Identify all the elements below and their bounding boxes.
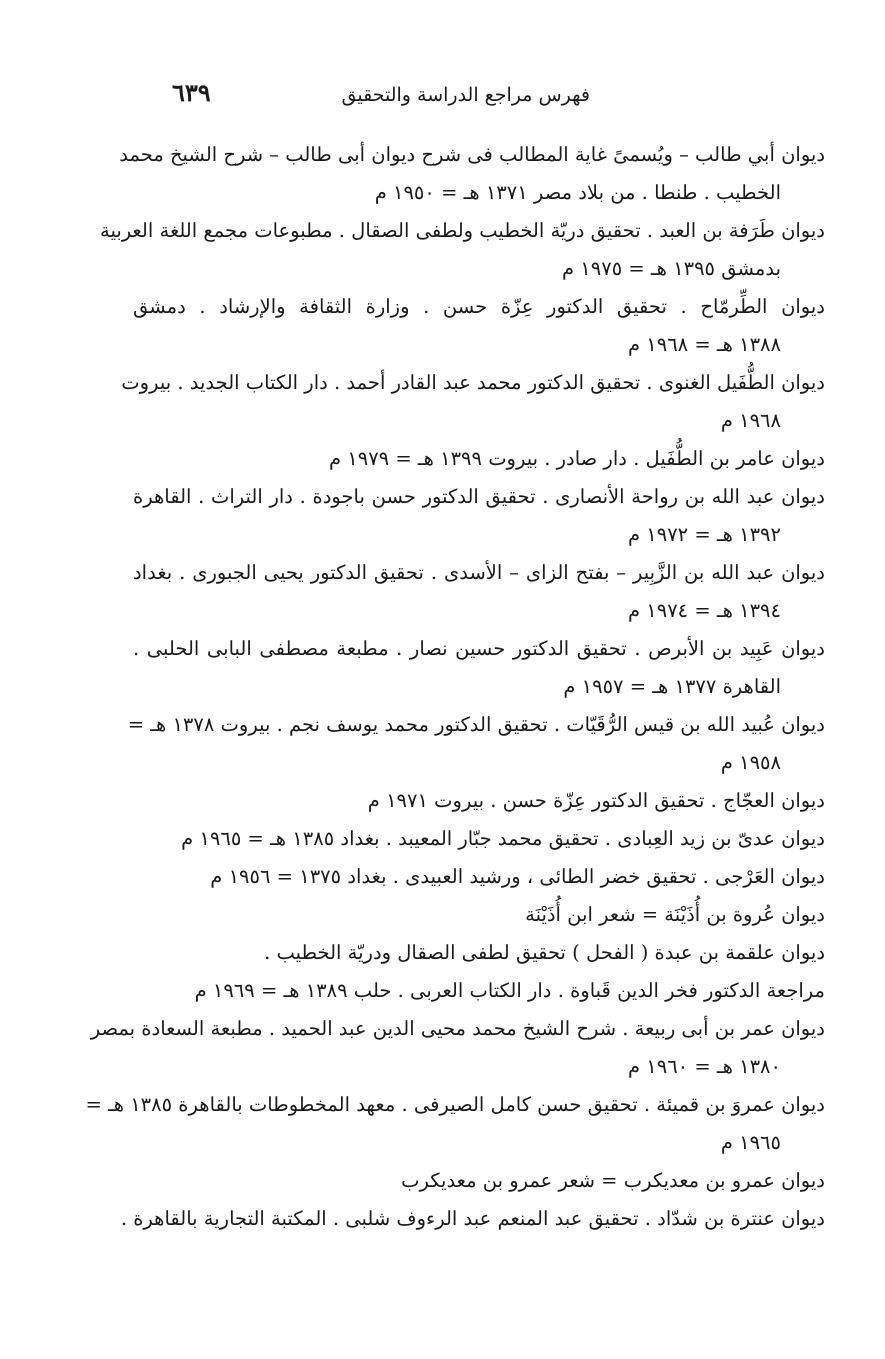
- entry-line: ديوان عبد الله بن الزَّبِير – بفتح الزاى – الأسدى . تحقيق الدكتور يحيى الجبورى . بغداد: [133, 561, 825, 584]
- entry-line: ديوان أبي طالب – ويُسمىً غاية المطالب فى شرح ديوان أبى طالب – شرح الشيخ محمد: [119, 143, 825, 166]
- running-title: فهرس مراجع الدراسة والتحقيق: [341, 84, 590, 106]
- entry-line: مراجعة الدكتور فخر الدين قَباوة . دار الكتاب العربى . حلب ١٣٨٩ هـ = ١٩٦٩ م: [194, 979, 825, 1002]
- entry-line: ديوان عمر بن أبى ربيعة . شرح الشيخ محمد محيى الدين عبد الحميد . مطبعة السعادة بمصر: [90, 1017, 825, 1040]
- entry-continuation: ١٣٨٠ هـ = ١٩٦٠ م: [627, 1055, 781, 1078]
- entry-line: ديوان الطُّفَيل الغنوى . تحقيق الدكتور محمد عبد القادر أحمد . دار الكتاب الجديد . بيروت: [121, 371, 825, 394]
- entry-continuation: ١٣٨٨ هـ = ١٩٦٨ م: [627, 333, 781, 356]
- bibliography-entry: [90, 1010, 825, 1086]
- entry-line: ديوان العَرْجى . تحقيق خضر الطائى ، ورشيد العبيدى . بغداد ١٣٧٥ = ١٩٥٦ م: [210, 865, 825, 888]
- entry-continuation: ١٩٥٨ م: [720, 751, 781, 774]
- bibliography-entry: [133, 288, 825, 364]
- entry-line: ديوان عمرو بن معديكرب = شعر عمرو بن معديكرب: [401, 1169, 825, 1192]
- entry-line: ديوان عُروة بن أُذَيْنَة = شعر ابن أُذَيْنَة: [525, 903, 825, 926]
- bibliography-entry: [133, 896, 825, 934]
- entry-continuation: ١٩٦٥ م: [720, 1131, 781, 1154]
- entry-line: ديوان العجّاج . تحقيق الدكتور عِزّة حسن . بيروت ١٩٧١ م: [367, 789, 825, 812]
- entry-continuation: القاهرة ١٣٧٧ هـ = ١٩٥٧ م: [563, 675, 781, 698]
- bibliography-entry: [133, 554, 825, 630]
- entry-line: ديوان الطِّرمّاح . تحقيق الدكتور عِزّة حسن . وزارة الثقافة والإرشاد . دمشق: [133, 295, 825, 318]
- bibliography-entry: [133, 820, 825, 858]
- entry-line: ديوان طَرَفة بن العبد . تحقيق دريّة الخطيب ولطفى الصقال . مطبوعات مجمع اللغة العربية: [100, 219, 825, 242]
- bibliography-entry: [133, 478, 825, 554]
- page-number: ٦٣٩: [172, 78, 211, 107]
- bibliography-entry: [100, 212, 825, 288]
- bibliography-entry: [133, 630, 825, 706]
- bibliography-entry: [120, 1200, 825, 1238]
- entry-line: ديوان عامر بن الطُّفَيل . دار صادر . بيروت ١٣٩٩ هـ = ١٩٧٩ م: [328, 447, 825, 470]
- bibliography-entry: [121, 364, 825, 440]
- entry-line: ديوان عبد الله بن رواحة الأنصارى . تحقيق الدكتور حسن باجودة . دار التراث . القاهرة: [133, 485, 825, 508]
- entry-continuation: ١٣٩٢ هـ = ١٩٧٢ م: [627, 523, 781, 546]
- bibliography-entry: [133, 440, 825, 478]
- entry-line: ديوان عدىّ بن زيد العِبادى . تحقيق محمد جبّار المعيبد . بغداد ١٣٨٥ هـ = ١٩٦٥ م: [181, 827, 825, 850]
- entry-continuation: بدمشق ١٣٩٥ هـ = ١٩٧٥ م: [562, 257, 781, 280]
- bibliography-entry: [119, 136, 825, 212]
- entry-continuation: ١٩٦٨ م: [720, 409, 781, 432]
- entry-line: ديوان عَبِيد بن الأبرص . تحقيق الدكتور حسين نصار . مطبعة مصطفى البابى الحلبى .: [133, 637, 825, 660]
- bibliography-entry: [133, 934, 825, 972]
- bibliography-entry: [133, 1162, 825, 1200]
- bibliography-entry: [133, 972, 825, 1010]
- bibliography-entry: [127, 706, 825, 782]
- entry-continuation: ١٣٩٤ هـ = ١٩٧٤ م: [627, 599, 781, 622]
- entry-continuation: الخطيب . طنطا . من بلاد مصر ١٣٧١ هـ = ١٩٥٠ م: [374, 181, 781, 204]
- entry-line: ديوان علقمة بن عبدة ( الفحل ) تحقيق لطفى الصقال ودريّة الخطيب .: [264, 941, 825, 964]
- bibliography-entry: [85, 1086, 825, 1162]
- bibliography-entry: [133, 858, 825, 896]
- entry-line: ديوان عمروَ بن قميئة . تحقيق حسن كامل الصيرفى . معهد المخطوطات بالقاهرة ١٣٨٥ هـ =: [85, 1093, 825, 1116]
- page-header: [150, 78, 590, 112]
- entry-line: ديوان عنترة بن شدّاد . تحقيق عبد المنعم عبد الرءوف شلبى . المكتبة التجارية بالقاهرة .: [120, 1207, 825, 1230]
- bibliography-entry: [133, 782, 825, 820]
- bibliography-list: [85, 136, 825, 1238]
- entry-line: ديوان عُبيد الله بن قيس الرُّقَيّات . تحقيق الدكتور محمد يوسف نجم . بيروت ١٣٧٨ هـ =: [127, 713, 825, 736]
